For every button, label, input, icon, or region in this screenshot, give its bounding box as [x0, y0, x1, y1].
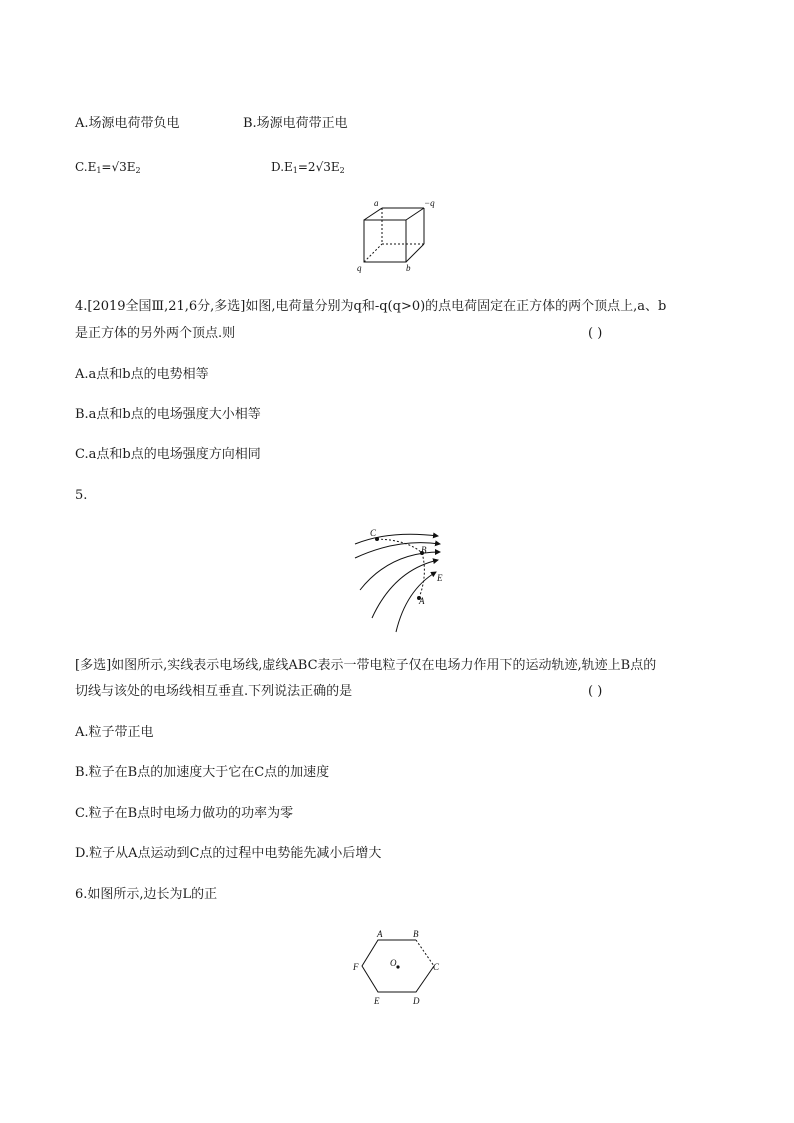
label-a: A: [419, 596, 425, 606]
field-line-3: [360, 552, 440, 590]
q5-stem-line2: 切线与该处的电场线相互垂直.下列说法正确的是: [75, 684, 353, 699]
hex-label-o: O: [390, 958, 397, 968]
hex-label-b: B: [413, 929, 419, 939]
hex-label-f: F: [353, 962, 359, 972]
hex-label-e: E: [374, 996, 380, 1006]
q3-option-d-sub2: 2: [339, 166, 345, 175]
q6-stem-line1: 6.如图所示,边长为L的正: [75, 887, 218, 902]
q3-option-a: A.场源电荷带负电: [75, 116, 180, 131]
hex-label-a: A: [377, 929, 383, 939]
q5-stem-line1: [多选]如图所示,实线表示电场线,虚线ABC表示一带电粒子仅在电场力作用下的运动轨迹,轨迹上B点的: [75, 658, 657, 673]
cube-figure: [352, 196, 436, 274]
cube-edge-top-right: [406, 208, 424, 220]
q3-option-d-prefix: D.E: [271, 160, 293, 174]
q4-option-a: A.a点和b点的电势相等: [75, 367, 209, 382]
cube-edge-hidden-3: [364, 244, 382, 262]
q5-option-d: D.粒子从A点运动到C点的过程中电势能先减小后增大: [75, 846, 382, 861]
q3-option-d-sub1: 1: [292, 166, 298, 175]
cube-edge-bottom-right: [406, 244, 424, 262]
q3-option-d: [271, 158, 345, 180]
hexagon-edge-bc-dashed: [416, 940, 434, 966]
q3-option-d-mid: =2√3E: [297, 160, 340, 174]
field-lines-figure: [350, 526, 450, 634]
hex-label-c: C: [433, 962, 440, 972]
label-c: C: [370, 528, 377, 538]
q3-option-b: B.场源电荷带正电: [243, 116, 348, 131]
center-o-dot: [396, 965, 399, 968]
label-b: B: [421, 545, 427, 555]
label-e: E: [437, 573, 443, 583]
q4-stem-line2: 是正方体的另外两个顶点.则: [75, 326, 236, 341]
q3-option-c-sub2: 2: [135, 166, 141, 175]
field-line-2: [355, 543, 440, 558]
q4-stem-line1: 4.[2019全国Ⅲ,21,6分,多选]如图,电荷量分别为q和-q(q>0)的点电荷固定在正方体的两个顶点上,a、b: [75, 299, 667, 314]
q3-option-c: [75, 158, 141, 180]
q4-option-b: B.a点和b点的电场强度大小相等: [75, 407, 261, 422]
q3-option-c-mid: =√3E: [101, 160, 136, 174]
q5-option-b: B.粒子在B点的加速度大于它在C点的加速度: [75, 765, 330, 780]
field-line-5: [396, 572, 436, 632]
q5-answer-blank: ( ): [588, 684, 603, 699]
q5-option-c: C.粒子在B点时电场力做功的功率为零: [75, 806, 294, 821]
q5-number: 5.: [75, 488, 88, 503]
cube-edge-top-left: [364, 208, 382, 220]
q3-option-c-sub1: 1: [96, 166, 102, 175]
q4-answer-blank: ( ): [588, 326, 603, 341]
q5-option-a: A.粒子带正电: [75, 725, 154, 740]
cube-label-b: b: [406, 263, 411, 273]
hexagon-figure: [348, 926, 444, 1008]
cube-label-a: a: [374, 198, 379, 208]
q4-option-c: C.a点和b点的电场强度方向相同: [75, 447, 261, 462]
cube-label-q: q: [357, 263, 362, 273]
hex-label-d: D: [413, 996, 420, 1006]
cube-label-neg-q: −q: [424, 198, 435, 208]
q3-option-c-prefix: C.E: [75, 160, 97, 174]
